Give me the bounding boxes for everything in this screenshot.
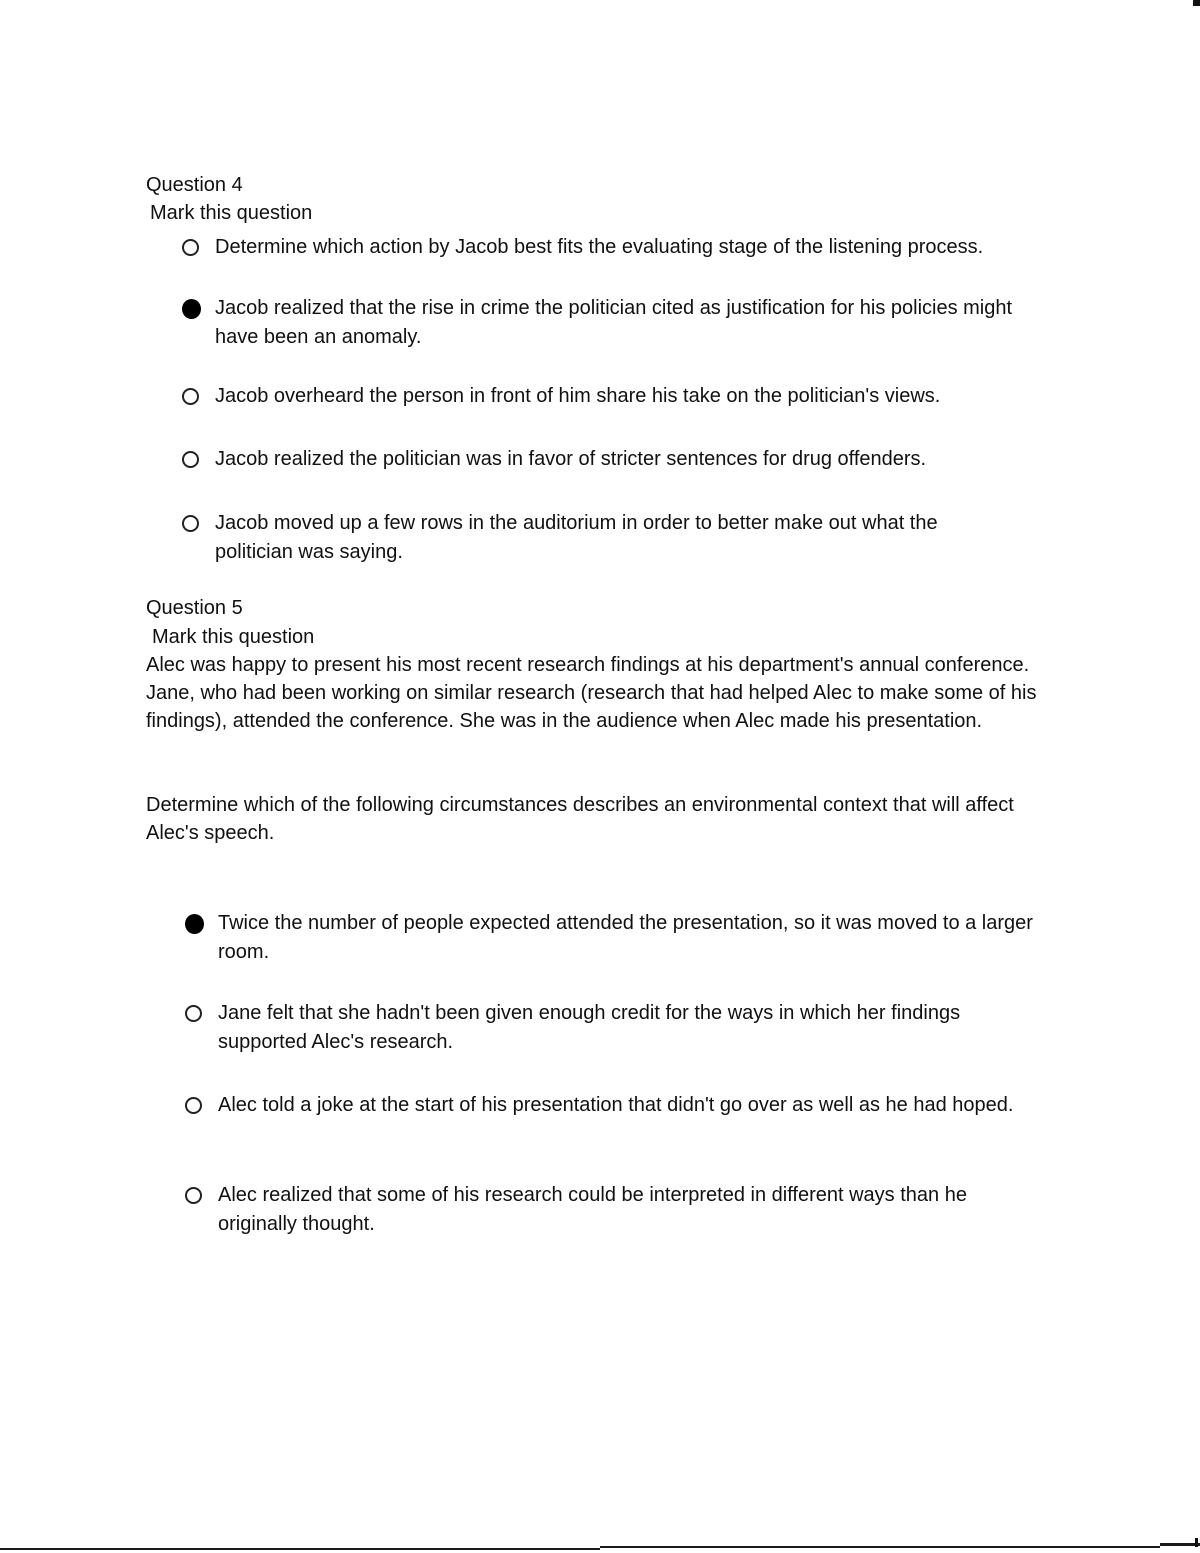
scan-corner-mark-bottom bbox=[1195, 1538, 1198, 1547]
q5-choice-3[interactable] bbox=[218, 1091, 1028, 1120]
radio-unselected-icon[interactable] bbox=[182, 239, 199, 256]
choice-label: Twice the number of people expected attended the presentation, so it was moved to a larger room. bbox=[218, 912, 1033, 963]
choice-label: Jacob realized that the rise in crime the politician cited as justification for his policies might have been an anomaly. bbox=[215, 297, 1013, 348]
q5-choice-2[interactable] bbox=[218, 999, 1038, 1057]
q4-choice-4[interactable] bbox=[215, 445, 1075, 474]
choice-label: Jacob moved up a few rows in the auditorium in order to better make out what the politician was saying. bbox=[215, 512, 938, 563]
q4-choice-3[interactable] bbox=[215, 382, 1075, 411]
choice-label: Jacob overheard the person in front of him share his take on the politician's views. bbox=[215, 385, 941, 407]
scan-bottom-line-left bbox=[0, 1548, 600, 1550]
radio-unselected-icon[interactable] bbox=[185, 1187, 202, 1204]
radio-unselected-icon[interactable] bbox=[182, 515, 199, 532]
radio-unselected-icon[interactable] bbox=[182, 451, 199, 468]
q4-choice-5[interactable] bbox=[215, 509, 1015, 567]
q4-choice-1[interactable] bbox=[215, 233, 1075, 262]
choice-label: Determine which action by Jacob best fits the evaluating stage of the listening process. bbox=[215, 236, 984, 258]
question-5-prompt: Determine which of the following circumstances describes an environmental context that will affect Alec's speech. bbox=[146, 794, 1014, 844]
mark-question-4-link[interactable]: Mark this question bbox=[150, 202, 313, 224]
radio-unselected-icon[interactable] bbox=[185, 1005, 202, 1022]
q5-choice-1[interactable] bbox=[218, 909, 1058, 967]
radio-selected-icon[interactable] bbox=[182, 299, 201, 319]
choice-label: Jacob realized the politician was in favor of stricter sentences for drug offenders. bbox=[215, 448, 927, 470]
choice-label: Alec told a joke at the start of his presentation that didn't go over as well as he had hoped. bbox=[218, 1094, 1014, 1116]
scan-corner-mark bbox=[1193, 0, 1200, 6]
radio-selected-icon[interactable] bbox=[185, 914, 204, 934]
radio-unselected-icon[interactable] bbox=[182, 388, 199, 405]
q5-choice-4[interactable] bbox=[218, 1181, 1048, 1239]
radio-unselected-icon[interactable] bbox=[185, 1097, 202, 1114]
question-5-title: Question 5 bbox=[146, 597, 243, 619]
choice-label: Jane felt that she hadn't been given enough credit for the ways in which her findings supported Alec's research. bbox=[218, 1002, 961, 1053]
mark-question-5-link[interactable]: Mark this question bbox=[152, 626, 315, 648]
q4-choice-2[interactable] bbox=[215, 294, 1035, 352]
choice-label: Alec realized that some of his research could be interpreted in different ways than he originally thought. bbox=[218, 1184, 967, 1235]
question-5-stem: Alec was happy to present his most recent research findings at his department's annual conference. Jane, who had been working on similar research (research that had helped Alec to make some of his findings), attended the conference. She was in the audience when Alec made his presentation. bbox=[146, 654, 1037, 732]
question-4-title: Question 4 bbox=[146, 174, 243, 196]
scan-bottom-line-end bbox=[1160, 1543, 1200, 1546]
scan-bottom-line-right bbox=[600, 1546, 1160, 1548]
